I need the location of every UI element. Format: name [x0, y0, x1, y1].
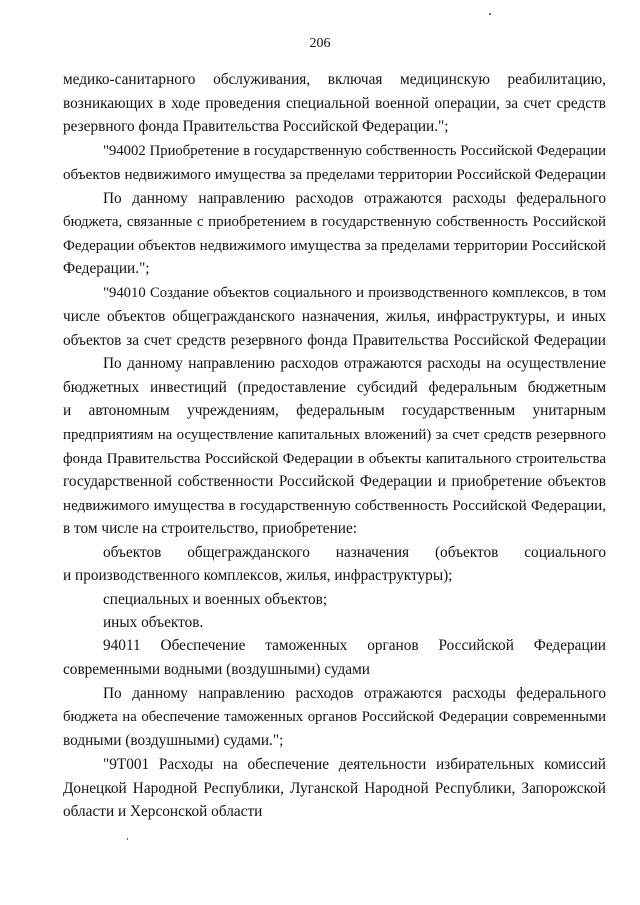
text-line: Федерации объектов недвижимого имущества за пределами территории Российской	[63, 238, 606, 254]
text-line: "94002 Приобретение в государственную собственность Российской Федерации	[103, 143, 606, 159]
text-line: и производственного комплексов, жилья, инфраструктуры);	[63, 567, 453, 584]
text-line: и автономным учреждениям, федеральным государственным унитарным	[63, 402, 606, 419]
text-line: иных объектов.	[103, 614, 204, 631]
text-line: предприятиям на осуществление капитальных вложений) за счет средств резервного	[63, 427, 606, 443]
text-line: "9Т001 Расходы на обеспечение деятельности избирательных комиссий	[103, 756, 606, 773]
text-line: бюджета на обеспечение таможенных органов Российской Федерации современными	[63, 709, 606, 725]
page-number: 206	[309, 36, 331, 51]
text-line: бюджетных инвестиций (предоставление субсидий федеральным бюджетным	[63, 379, 606, 396]
text-line: недвижимого имущества в государственную собственность Российской Федерации,	[63, 498, 606, 514]
text-line: бюджета, связанные с приобретением в государственную собственность Российской	[63, 214, 606, 230]
text-line: Донецкой Народной Республики, Луганской Народной Республики, Запорожской	[63, 780, 606, 797]
text-line: государственной собственности Российской Федерации и приобретение объектов	[63, 473, 606, 490]
text-line: объектов общегражданского назначения (объектов социального	[103, 544, 606, 561]
text-line: медико-санитарного обслуживания, включая медицинскую реабилитацию,	[63, 71, 606, 88]
text-line: 94011 Обеспечение таможенных органов Российской Федерации	[103, 637, 606, 654]
text-line: фонда Правительства Российской Федерации в объекты капитального строительства	[63, 451, 606, 467]
scan-speck	[127, 838, 128, 840]
text-line: в том числе на строительство, приобретение:	[63, 520, 358, 537]
text-line: возникающих в ходе проведения специальной военной операции, за счет средств	[63, 95, 606, 112]
text-line: специальных и военных объектов;	[103, 591, 328, 608]
text-line: объектов недвижимого имущества за пределами территории Российской Федерации	[63, 167, 606, 183]
text-line: По данному направлению расходов отражаются расходы на осуществление	[103, 355, 606, 372]
text-line: "94010 Создание объектов социального и производственного комплексов, в том	[103, 285, 606, 301]
text-line: По данному направлению расходов отражаются расходы федерального	[103, 685, 606, 702]
text-line: водными (воздушными) судами.";	[63, 732, 284, 749]
text-line: современными водными (воздушными) судами	[63, 661, 370, 678]
text-line: резервного фонда Правительства Российской Федерации.";	[63, 118, 449, 135]
text-line: Федерации.";	[63, 260, 150, 277]
text-line: области и Херсонской области	[63, 803, 263, 820]
text-line: числе объектов общегражданского назначения, жилья, инфраструктуры, и иных	[63, 308, 606, 325]
text-line: По данному направлению расходов отражаются расходы федерального	[103, 190, 606, 207]
text-line: объектов за счет средств резервного фонда Правительства Российской Федерации	[63, 332, 606, 349]
scan-speck	[489, 13, 491, 15]
